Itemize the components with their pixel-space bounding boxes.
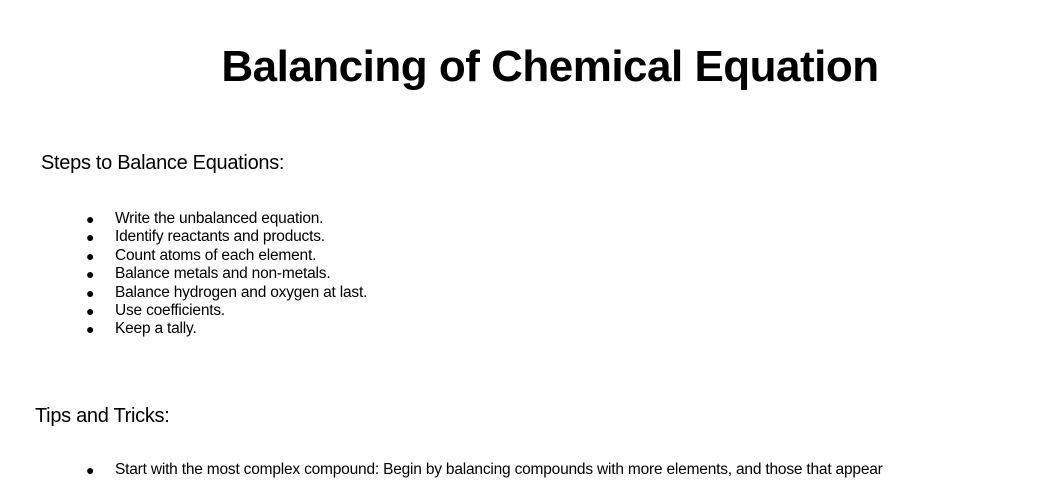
list-item-text: Start with the most complex compound: Begin by balancing compounds with more elements, and those that appear: [115, 461, 883, 478]
bullet-icon: ●: [86, 462, 95, 478]
list-item-text: Count atoms of each element.: [115, 246, 317, 264]
list-item: [86, 320, 367, 338]
list-item-text: Write the unbalanced equation.: [115, 210, 324, 227]
steps-heading: Steps to Balance Equations:: [41, 152, 285, 174]
list-item: [86, 228, 367, 246]
bullet-icon: ●: [86, 303, 95, 320]
tips-heading: Tips and Tricks:: [35, 405, 170, 427]
list-item: [86, 461, 883, 479]
list-item-text: Use coefficients.: [115, 302, 226, 320]
list-item: [86, 247, 367, 265]
list-item: [86, 302, 367, 320]
list-item-text: Balance hydrogen and oxygen at last.: [115, 283, 368, 301]
bullet-icon: ●: [86, 321, 95, 338]
bullet-icon: ●: [86, 211, 95, 227]
list-item-text: Balance metals and non-metals.: [115, 265, 331, 283]
list-item: [86, 284, 367, 302]
bullet-icon: ●: [86, 266, 95, 283]
list-item: [86, 265, 367, 283]
page-title: Balancing of Chemical Equation: [221, 42, 879, 91]
tips-list: [86, 461, 883, 479]
list-item: [86, 210, 367, 228]
steps-list: [86, 210, 367, 339]
bullet-icon: ●: [86, 247, 95, 264]
list-item-text: Identify reactants and products.: [115, 228, 325, 246]
list-item-text: Keep a tally.: [115, 320, 197, 338]
bullet-icon: ●: [86, 229, 95, 246]
bullet-icon: ●: [86, 284, 95, 301]
